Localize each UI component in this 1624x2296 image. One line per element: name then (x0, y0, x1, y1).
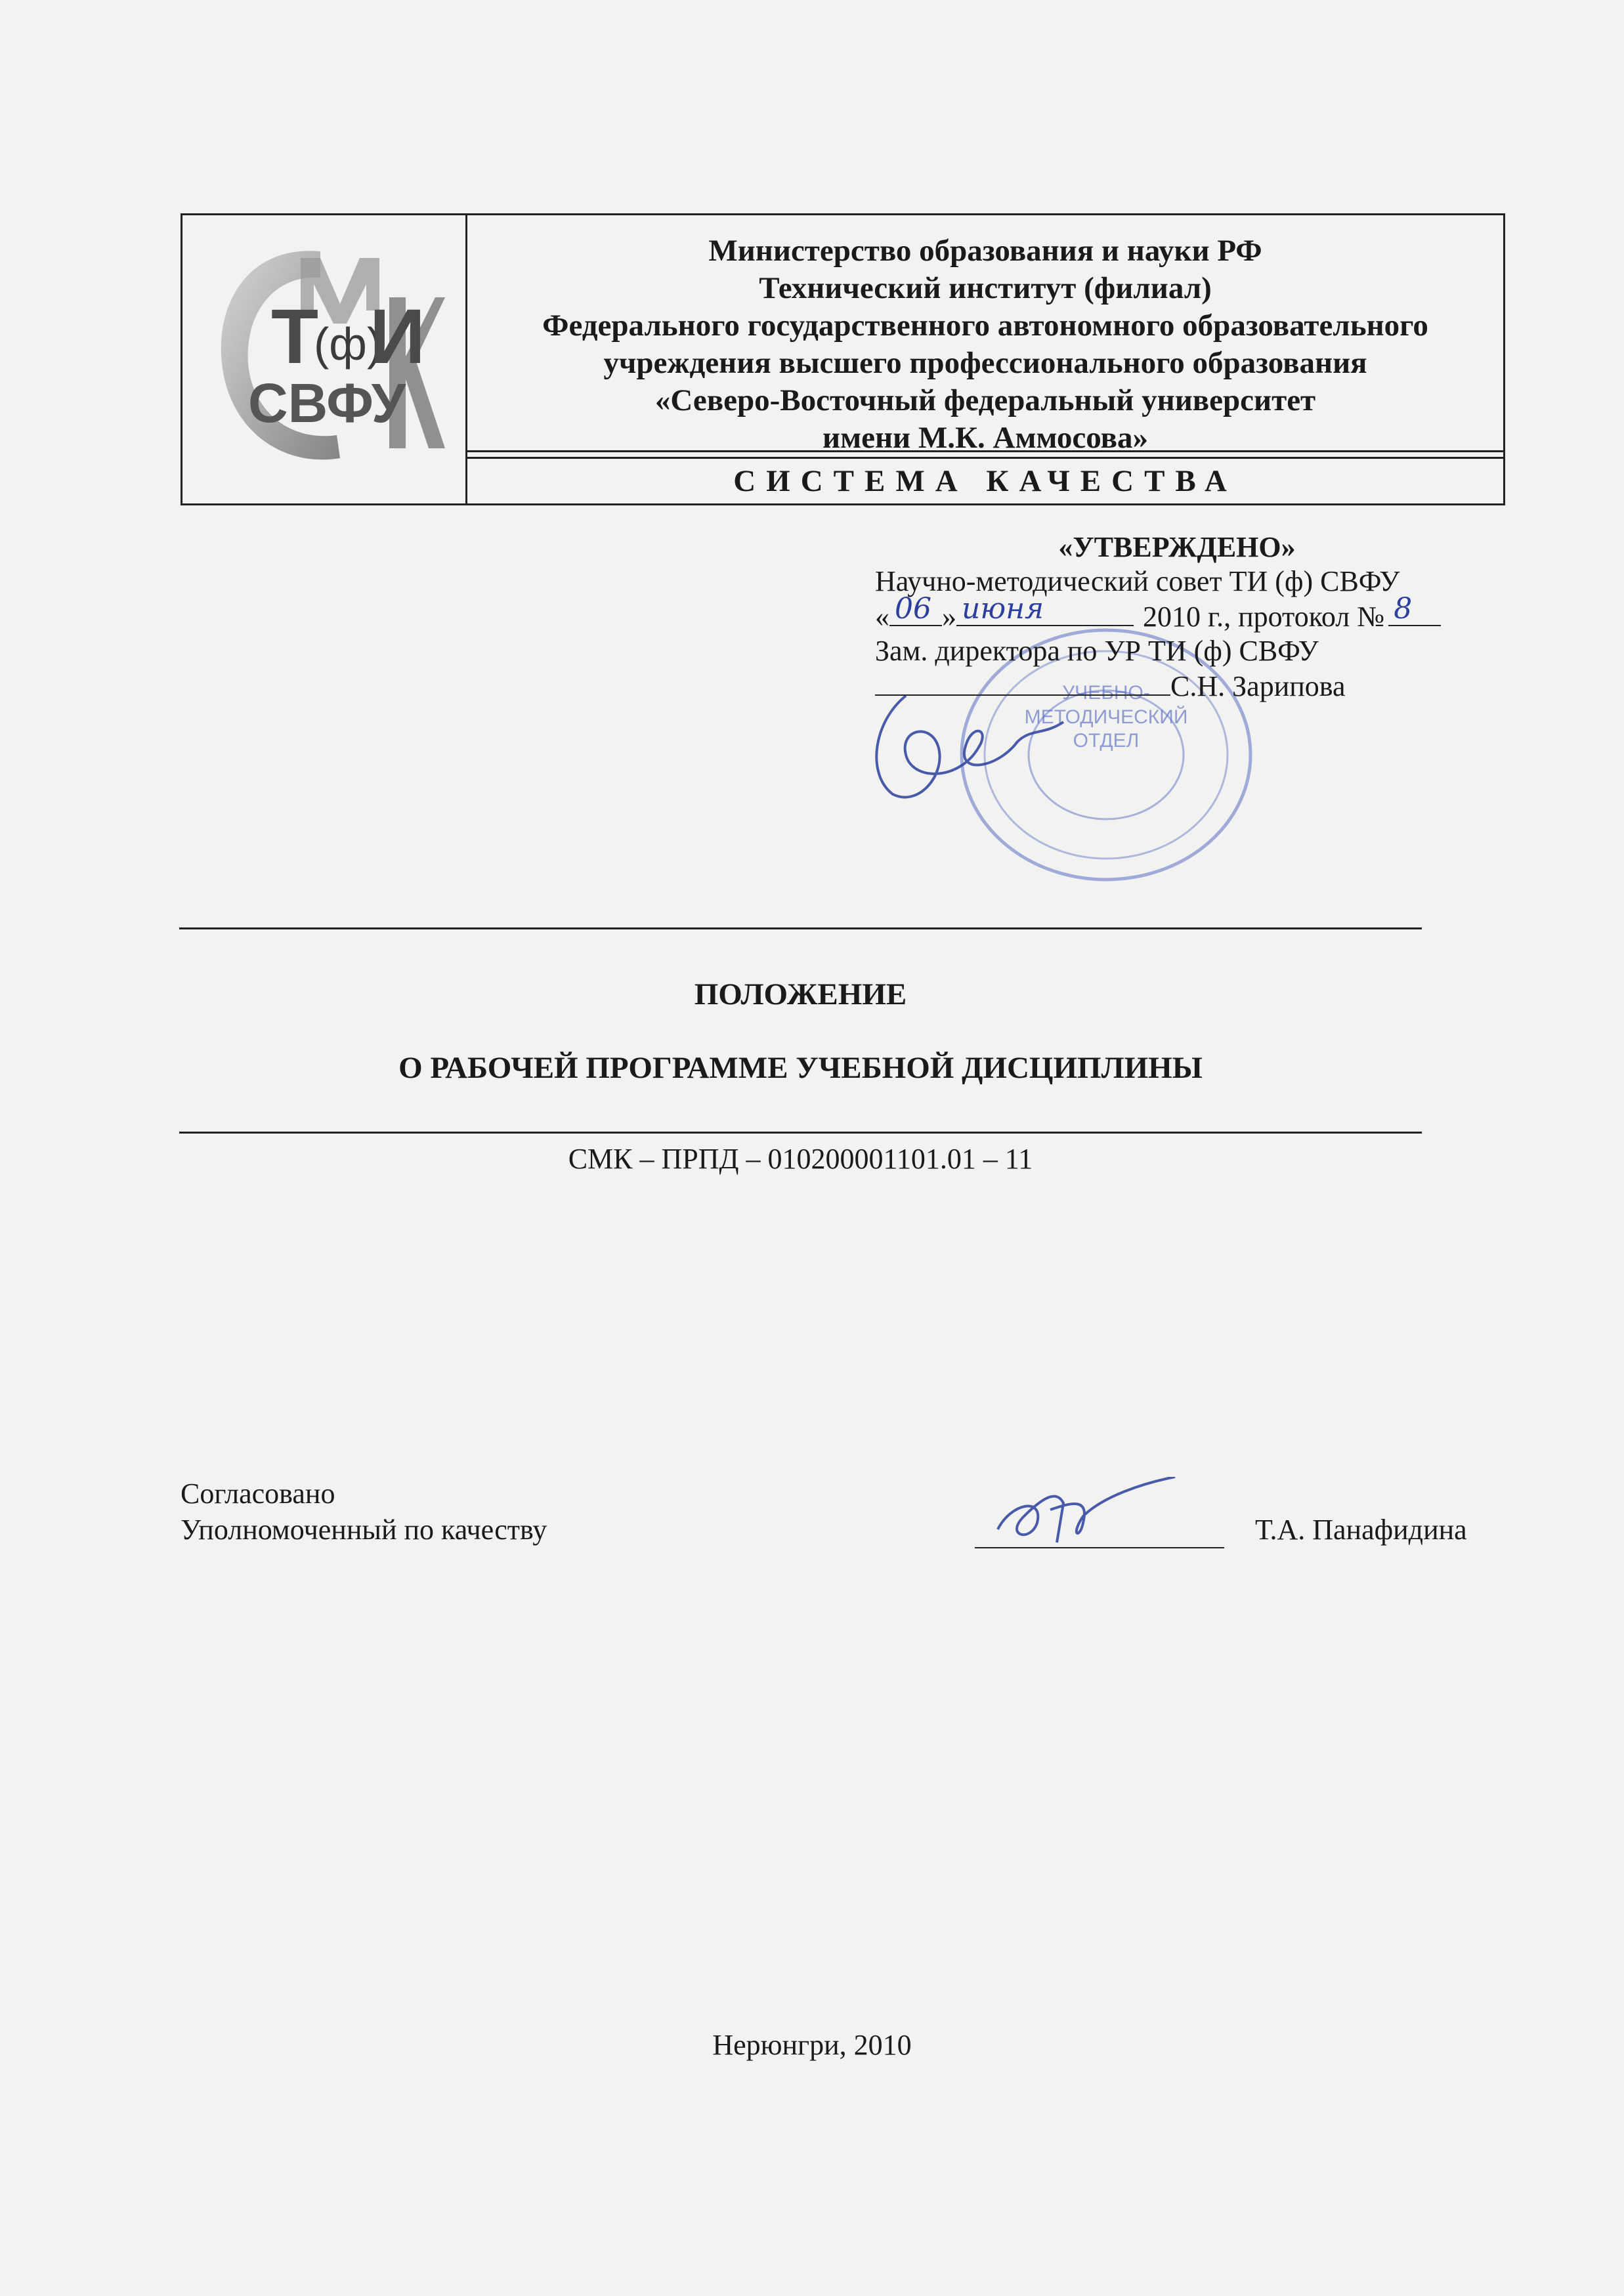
signature-icon (985, 1477, 1182, 1549)
approval-title: «УТВЕРЖДЕНО» (1058, 531, 1296, 563)
approval-date-line (875, 592, 1505, 634)
organization-name (467, 215, 1503, 455)
org-line-6: имени М.К. Аммосова» (823, 421, 1148, 455)
svg-text:ОТДЕЛ: ОТДЕЛ (1073, 730, 1140, 752)
org-line-5: «Северо-Восточный федеральный университет (654, 383, 1316, 417)
open-quote: « (875, 601, 889, 633)
city-year: Нерюнгри, 2010 (712, 2029, 912, 2061)
agreement-signature-line (975, 1547, 1224, 1548)
agreement-name: Т.А. Панафидина (1255, 1514, 1467, 1546)
org-line-3: Федерального государственного автономного образовательного (542, 308, 1428, 343)
svg-text:УЧЕБНО-: УЧЕБНО- (1062, 682, 1150, 704)
system-title: СИСТЕМА КАЧЕСТВА (733, 464, 1237, 498)
header-divider (467, 457, 1503, 459)
logo-cell (182, 215, 467, 503)
svg-text:И: И (370, 293, 425, 380)
svg-text:МЕТОДИЧЕСКИЙ: МЕТОДИЧЕСКИЙ (1024, 706, 1188, 728)
approval-sign-line (875, 668, 1505, 704)
approval-block (875, 530, 1505, 704)
protocol-number: 8 (1394, 592, 1413, 626)
svg-text:Т: Т (271, 293, 319, 380)
month-value: июня (962, 592, 1044, 626)
month-field (956, 592, 1134, 626)
approver-name: С.Н. Зарипова (1170, 670, 1346, 702)
agreement-label: Согласовано (181, 1478, 335, 1510)
year-protocol: 2010 г., протокол № (1143, 601, 1385, 633)
close-quote: » (942, 601, 956, 633)
document-code: СМК – ПРПД – 010200001101.01 – 11 (568, 1143, 1033, 1175)
day-value: 06 (895, 592, 931, 626)
protocol-field (1388, 592, 1441, 626)
header-divider (467, 450, 1503, 452)
document-title: О РАБОЧЕЙ ПРОГРАММЕ УЧЕБНОЙ ДИСЦИПЛИНЫ (398, 1051, 1203, 1085)
title-rule-bottom (179, 1132, 1422, 1134)
org-line-4: учреждения высшего профессионального образования (603, 346, 1367, 380)
approval-council: Научно-методический совет ТИ (ф) СВФУ (875, 565, 1400, 597)
svg-text:(ф): (ф) (314, 318, 383, 370)
org-line-2: Технический институт (филиал) (759, 271, 1212, 305)
document-type: ПОЛОЖЕНИЕ (694, 977, 907, 1011)
header-table (181, 213, 1505, 505)
org-line-1: Министерство образования и науки РФ (708, 234, 1262, 268)
approval-deputy: Зам. директора по УР ТИ (ф) СВФУ (875, 635, 1319, 667)
agreement-role: Уполномоченный по качеству (181, 1514, 547, 1546)
signature-field (875, 668, 1170, 696)
title-rule-top (179, 927, 1422, 929)
institute-logo-icon (209, 232, 445, 488)
svg-text:СВФУ: СВФУ (248, 372, 406, 434)
day-field (889, 592, 942, 626)
